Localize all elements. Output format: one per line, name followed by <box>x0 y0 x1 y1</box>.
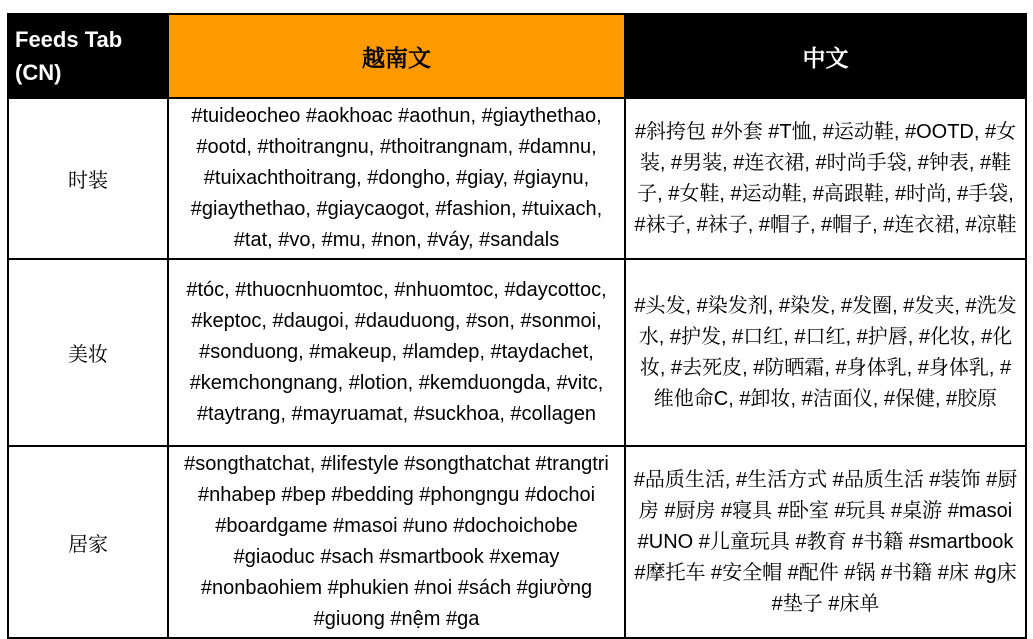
header-chinese: 中文 <box>625 14 1026 98</box>
home-vietnamese-hashtags: #songthatchat, #lifestyle #songthatchat #trangtri #nhabep #bep #bedding #phongngu #dochoi #boardgame #masoi #uno #dochoichobe #giaoduc #sach #smartbook #xemay #nonbaohiem #phukien #noi #sách #giường #giuong #nệm #ga <box>168 446 625 638</box>
category-label-home: 居家 <box>8 446 168 638</box>
category-label-beauty: 美妆 <box>8 259 168 446</box>
header-vietnamese: 越南文 <box>168 14 625 98</box>
fashion-vietnamese-hashtags: #tuideocheo #aokhoac #aothun, #giaythethao, #ootd, #thoitrangnu, #thoitrangnam, #damnu, #tuixachthoitrang, #dongho, #giay, #giaynu, #giaythethao, #giaycaogot, #fashion, #tuixach, #tat, #vo, #mu, #non, #váy, #sandals <box>168 98 625 259</box>
table-header-row <box>8 14 1026 98</box>
fashion-chinese-hashtags: #斜挎包 #外套 #T恤, #运动鞋, #OOTD, #女装, #男装, #连衣裙, #时尚手袋, #钟表, #鞋子, #女鞋, #运动鞋, #高跟鞋, #时尚, #手袋, #袜子, #袜子, #帽子, #帽子, #连衣裙, #凉鞋 <box>625 98 1026 259</box>
beauty-vietnamese-hashtags: #tóc, #thuocnhuomtoc, #nhuomtoc, #daycottoc, #keptoc, #daugoi, #dauduong, #son, #sonmoi, #sonduong, #makeup, #lamdep, #taydachet, #kemchongnang, #lotion, #kemduongda, #vitc, #taytrang, #mayruamat, #suckhoa, #collagen <box>168 259 625 446</box>
header-feeds-tab-cn: Feeds Tab (CN) <box>8 14 168 98</box>
table-row-beauty <box>8 259 1026 446</box>
feeds-hashtag-table <box>7 13 1027 639</box>
beauty-chinese-hashtags: #头发, #染发剂, #染发, #发圈, #发夹, #洗发水, #护发, #口红, #口红, #护唇, #化妆, #化妆, #去死皮, #防晒霜, #身体乳, #身体乳, #维他命C, #卸妆, #洁面仪, #保健, #胶原 <box>625 259 1026 446</box>
table-row-fashion <box>8 98 1026 259</box>
home-chinese-hashtags: #品质生活, #生活方式 #品质生活 #装饰 #厨房 #厨房 #寝具 #卧室 #玩具 #桌游 #masoi #UNO #儿童玩具 #教育 #书籍 #smartbook #摩托车 #安全帽 #配件 #锅 #书籍 #床 #g床 #垫子 #床单 <box>625 446 1026 638</box>
table-row-home <box>8 446 1026 638</box>
category-label-fashion: 时装 <box>8 98 168 259</box>
